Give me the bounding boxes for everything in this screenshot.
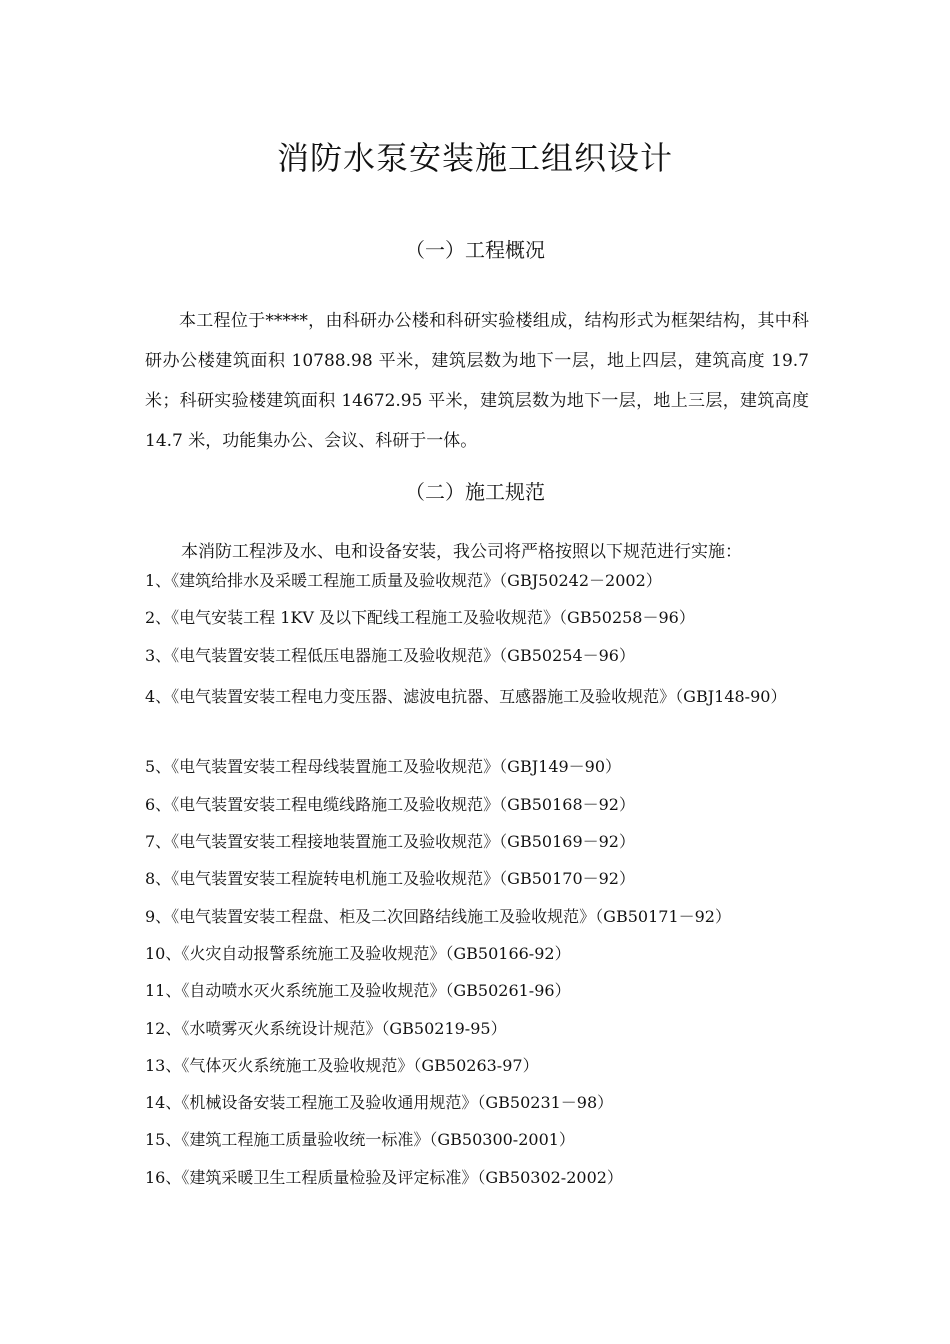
list-item: 10、《火灾自动报警系统施工及验收规范》（GB50166-92） [145,943,571,963]
list-item: 2、《电气安装工程 1KV 及以下配线工程施工及验收规范》（GB50258－96） [145,608,695,628]
standards-list [145,566,809,1200]
list-item: 13、《气体灭火系统施工及验收规范》（GB50263-97） [145,1055,539,1075]
list-item: 4、《电气装置安装工程电力变压器、滤波电抗器、互感器施工及验收规范》（GBJ148-90） [145,686,787,706]
list-item: 8、《电气装置安装工程旋转电机施工及验收规范》（GB50170－92） [145,869,635,889]
list-item: 9、《电气装置安装工程盘、柜及二次回路结线施工及验收规范》（GB50171－92） [145,906,731,926]
list-item: 7、《电气装置安装工程接地装置施工及验收规范》（GB50169－92） [145,832,635,852]
list-item: 15、《建筑工程施工质量验收统一标准》（GB50300-2001） [145,1130,575,1150]
list-item: 5、《电气装置安装工程母线装置施工及验收规范》（GBJ149－90） [145,757,622,777]
section-heading-overview: （一）工程概况 [405,238,545,262]
overview-paragraph: 本工程位于*****，由科研办公楼和科研实验楼组成，结构形式为框架结构，其中科研办公楼建筑面积 10788.98 平米，建筑层数为地下一层，地上四层，建筑高度 19.7 米；科研实验楼建筑面积 14672.95 平米，建筑层数为地下一层，地上三层，建筑高度 14.7 米，功能集办公、会议、科研于一体。 [145,311,809,451]
list-item: 12、《水喷雾灭火系统设计规范》（GB50219-95） [145,1018,507,1038]
standards-intro: 本消防工程涉及水、电和设备安装，我公司将严格按照以下规范进行实施： [181,542,742,562]
list-item: 3、《电气装置安装工程低压电器施工及验收规范》（GB50254－96） [145,645,635,665]
list-item: 1、《建筑给排水及采暖工程施工质量及验收规范》（GBJ50242－2002） [145,571,662,590]
document-title: 消防水泵安装施工组织设计 [276,139,673,177]
list-item: 14、《机械设备安装工程施工及验收通用规范》（GB50231－98） [145,1093,614,1113]
list-item: 11、《自动喷水灭火系统施工及验收规范》（GB50261-96） [145,981,571,1001]
list-item: 16、《建筑采暖卫生工程质量检验及评定标准》（GB50302-2002） [145,1167,623,1187]
section-heading-standards: （二）施工规范 [405,480,545,504]
list-item: 6、《电气装置安装工程电缆线路施工及验收规范》（GB50168－92） [145,794,635,814]
